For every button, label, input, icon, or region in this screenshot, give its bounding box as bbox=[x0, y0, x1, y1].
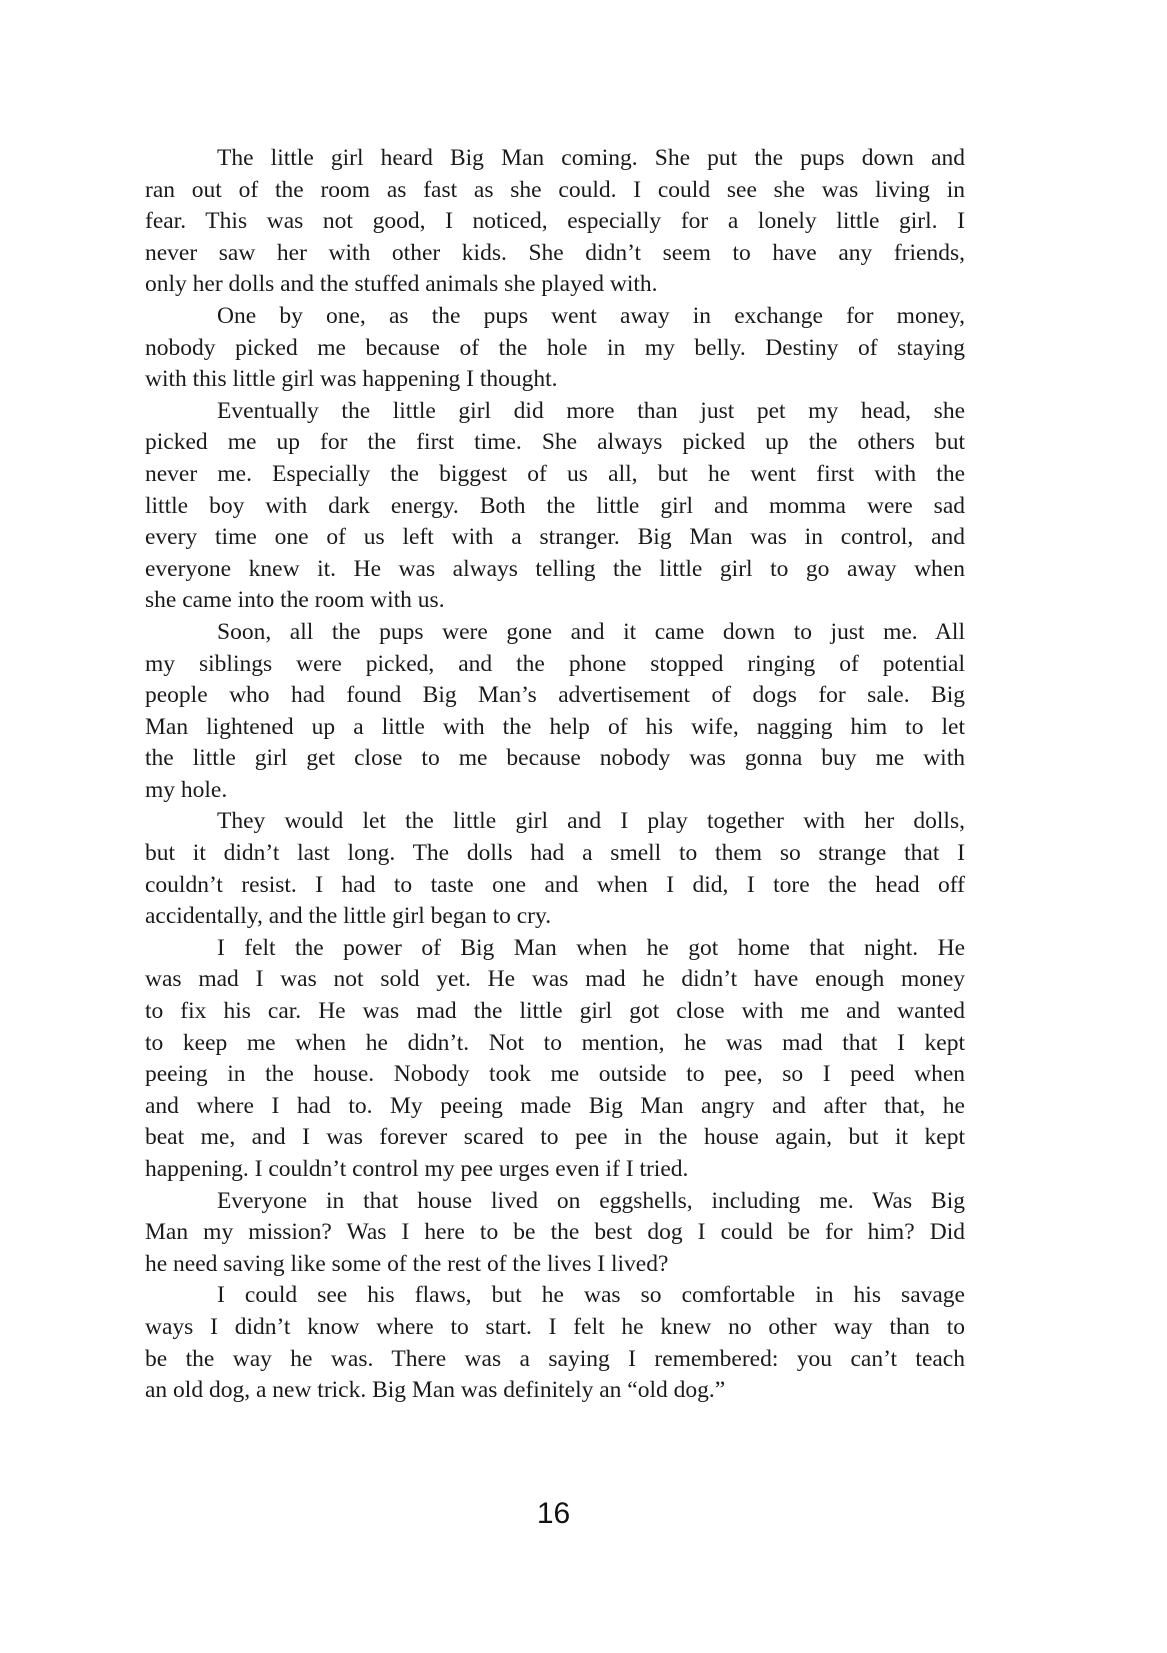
text-line: Man my mission? Was I here to be the best dog I could be for him? Did bbox=[145, 1219, 965, 1246]
text-line: to keep me when he didn’t. Not to mention, he was mad that I kept bbox=[145, 1029, 965, 1056]
paragraph bbox=[145, 143, 965, 301]
text-line: every time one of us left with a stranger. Big Man was in control, and bbox=[145, 524, 965, 551]
text-line: I could see his flaws, but he was so comfortable in his savage bbox=[217, 1282, 965, 1309]
paragraph bbox=[145, 617, 965, 807]
text-line: Soon, all the pups were gone and it came down to just me. All bbox=[217, 618, 965, 645]
text-line: Eventually the little girl did more than just pet my head, she bbox=[217, 397, 965, 424]
text-line: picked me up for the first time. She always picked up the others but bbox=[145, 429, 965, 456]
text-line: Everyone in that house lived on eggshells, including me. Was Big bbox=[217, 1187, 965, 1214]
text-line: an old dog, a new trick. Big Man was definitely an “old dog.” bbox=[145, 1377, 726, 1404]
body-text bbox=[145, 143, 965, 1407]
text-line: They would let the little girl and I play together with her dolls, bbox=[217, 808, 965, 835]
paragraph bbox=[145, 806, 965, 932]
paragraph bbox=[145, 1280, 965, 1406]
page-number: 16 bbox=[536, 1497, 571, 1530]
text-line: he need saving like some of the rest of the lives I lived? bbox=[145, 1250, 669, 1277]
text-line: Man lightened up a little with the help of his wife, nagging him to let bbox=[145, 713, 965, 740]
text-line: the little girl get close to me because nobody was gonna buy me with bbox=[145, 745, 965, 772]
text-line: my siblings were picked, and the phone stopped ringing of potential bbox=[145, 650, 965, 677]
text-line: ran out of the room as fast as she could. I could see she was living in bbox=[145, 176, 965, 203]
text-line: with this little girl was happening I thought. bbox=[145, 366, 558, 393]
text-line: everyone knew it. He was always telling the little girl to go away when bbox=[145, 555, 965, 582]
text-line: never saw her with other kids. She didn’t seem to have any friends, bbox=[145, 239, 965, 266]
text-line: little boy with dark energy. Both the little girl and momma were sad bbox=[145, 492, 965, 519]
text-line: peeing in the house. Nobody took me outside to pee, so I peed when bbox=[145, 1061, 965, 1088]
paragraph bbox=[145, 396, 965, 617]
text-line: and where I had to. My peeing made Big Man angry and after that, he bbox=[145, 1092, 965, 1119]
text-line: ways I didn’t know where to start. I felt he knew no other way than to bbox=[145, 1313, 965, 1340]
text-line: The little girl heard Big Man coming. She put the pups down and bbox=[217, 145, 965, 171]
paragraph bbox=[145, 301, 965, 396]
text-line: never me. Especially the biggest of us all, but he went first with the bbox=[145, 460, 965, 487]
text-line: couldn’t resist. I had to taste one and when I did, I tore the head off bbox=[145, 871, 965, 898]
text-line: I felt the power of Big Man when he got home that night. He bbox=[217, 934, 965, 961]
text-line: beat me, and I was forever scared to pee in the house again, but it kept bbox=[145, 1124, 965, 1151]
text-line: people who had found Big Man’s advertisement of dogs for sale. Big bbox=[145, 682, 965, 709]
text-line: accidentally, and the little girl began to cry. bbox=[145, 903, 552, 930]
text-line: was mad I was not sold yet. He was mad he didn’t have enough money bbox=[145, 966, 965, 993]
text-line: my hole. bbox=[145, 776, 228, 803]
text-line: only her dolls and the stuffed animals she played with. bbox=[145, 271, 658, 298]
text-line: but it didn’t last long. The dolls had a smell to them so strange that I bbox=[145, 840, 965, 867]
paragraph bbox=[145, 1186, 965, 1281]
text-line: to fix his car. He was mad the little girl got close with me and wanted bbox=[145, 998, 965, 1025]
text-line: happening. I couldn’t control my pee urges even if I tried. bbox=[145, 1156, 689, 1182]
paragraph bbox=[145, 933, 965, 1186]
text-line: fear. This was not good, I noticed, especially for a lonely little girl. I bbox=[145, 208, 965, 235]
text-line: One by one, as the pups went away in exchange for money, bbox=[217, 302, 965, 329]
text-line: she came into the room with us. bbox=[145, 587, 445, 614]
text-line: nobody picked me because of the hole in my belly. Destiny of staying bbox=[145, 334, 965, 361]
text-line: be the way he was. There was a saying I remembered: you can’t teach bbox=[145, 1345, 965, 1372]
